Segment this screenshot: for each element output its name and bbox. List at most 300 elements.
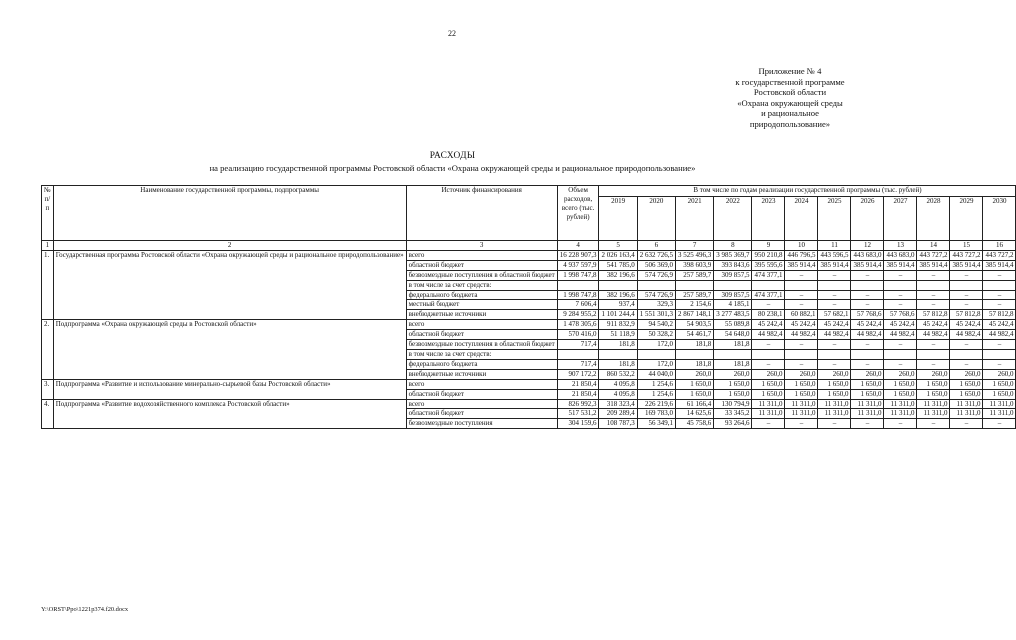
- amount-year: 385 914,4: [917, 260, 950, 270]
- amount-year: 385 914,4: [983, 260, 1016, 270]
- amount-year: 11 311,0: [752, 409, 785, 419]
- amount-year: 260,0: [785, 369, 818, 379]
- funding-source: всего: [406, 399, 557, 409]
- amount-year: 44 040,0: [637, 369, 675, 379]
- amount-year: 4 095,8: [599, 379, 637, 389]
- amount-year: 11 311,0: [818, 409, 851, 419]
- amount-year: 260,0: [917, 369, 950, 379]
- row-number: 3.: [42, 379, 54, 399]
- amount-year: 260,0: [818, 369, 851, 379]
- amount-year: –: [917, 270, 950, 280]
- amount-total: 9 284 955,2: [557, 310, 599, 320]
- amount-year: 443 727,2: [917, 250, 950, 260]
- amount-year: [950, 280, 983, 290]
- amount-year: 54 648,0: [714, 330, 752, 340]
- amount-total: 826 992,3: [557, 399, 599, 409]
- header-year: 2028: [917, 197, 950, 241]
- amount-year: –: [950, 290, 983, 300]
- funding-source: всего: [406, 250, 557, 260]
- amount-year: 54 903,5: [675, 320, 713, 330]
- amount-year: 1 650,0: [675, 379, 713, 389]
- amount-year: –: [917, 300, 950, 310]
- amount-year: 385 914,4: [851, 260, 884, 270]
- amount-year: 443 596,5: [818, 250, 851, 260]
- amount-year: 11 311,0: [818, 399, 851, 409]
- amount-year: 260,0: [983, 369, 1016, 379]
- amount-year: 45 242,4: [851, 320, 884, 330]
- amount-year: –: [851, 290, 884, 300]
- amount-year: 1 650,0: [752, 379, 785, 389]
- amount-year: 443 683,0: [851, 250, 884, 260]
- amount-year: 443 683,0: [884, 250, 917, 260]
- amount-year: [884, 280, 917, 290]
- amount-year: [917, 280, 950, 290]
- amount-year: 385 914,4: [950, 260, 983, 270]
- amount-year: –: [851, 359, 884, 369]
- amount-total: 1 478 305,6: [557, 320, 599, 330]
- amount-year: 11 311,0: [785, 409, 818, 419]
- expenses-table: [41, 185, 1016, 429]
- amount-year: 1 650,0: [983, 389, 1016, 399]
- amount-total: 16 228 907,3: [557, 250, 599, 260]
- amount-year: 474 377,1: [752, 290, 785, 300]
- appendix-line: Приложение № 4: [758, 66, 822, 76]
- column-number: 8: [714, 241, 752, 251]
- amount-year: –: [983, 419, 1016, 429]
- amount-year: –: [950, 300, 983, 310]
- amount-total: 21 850,4: [557, 389, 599, 399]
- amount-year: –: [752, 359, 785, 369]
- header-name: Наименование государственной программы, подпрограммы: [53, 186, 406, 241]
- funding-source: местный бюджет: [406, 300, 557, 310]
- amount-year: 11 311,0: [851, 399, 884, 409]
- amount-year: 11 311,0: [983, 399, 1016, 409]
- amount-year: [950, 349, 983, 359]
- column-number: 12: [851, 241, 884, 251]
- appendix-heading: [690, 66, 890, 130]
- amount-year: –: [818, 270, 851, 280]
- amount-year: 382 196,6: [599, 270, 637, 280]
- column-number: 16: [983, 241, 1016, 251]
- amount-year: 1 650,0: [950, 379, 983, 389]
- amount-year: 1 650,0: [851, 389, 884, 399]
- column-number: 1: [42, 241, 54, 251]
- amount-year: 44 982,4: [950, 330, 983, 340]
- amount-year: 11 311,0: [950, 399, 983, 409]
- column-number: 14: [917, 241, 950, 251]
- amount-year: 395 595,6: [752, 260, 785, 270]
- amount-total: 717,4: [557, 359, 599, 369]
- amount-year: 54 461,7: [675, 330, 713, 340]
- amount-year: 169 783,0: [637, 409, 675, 419]
- amount-total: 7 606,4: [557, 300, 599, 310]
- amount-year: 260,0: [675, 369, 713, 379]
- amount-year: 11 311,0: [785, 399, 818, 409]
- amount-year: 1 650,0: [714, 389, 752, 399]
- amount-year: 309 857,5: [714, 270, 752, 280]
- amount-year: 181,8: [675, 359, 713, 369]
- funding-source: областной бюджет: [406, 260, 557, 270]
- amount-year: 181,8: [675, 340, 713, 350]
- amount-year: –: [752, 419, 785, 429]
- amount-year: 260,0: [714, 369, 752, 379]
- amount-year: 574 726,9: [637, 290, 675, 300]
- amount-year: 44 982,4: [818, 330, 851, 340]
- amount-year: [599, 349, 637, 359]
- amount-year: 11 311,0: [983, 409, 1016, 419]
- amount-year: 93 264,6: [714, 419, 752, 429]
- header-year: 2029: [950, 197, 983, 241]
- amount-year: 45 242,4: [950, 320, 983, 330]
- funding-source: безвозмездные поступления: [406, 419, 557, 429]
- amount-year: 260,0: [884, 369, 917, 379]
- amount-year: –: [983, 270, 1016, 280]
- amount-year: 443 727,2: [983, 250, 1016, 260]
- program-name: Государственная программа Ростовской области «Охрана окружающей среды и рациональное природопользование»: [53, 250, 406, 319]
- amount-year: –: [785, 300, 818, 310]
- program-name: Подпрограмма «Развитие водохозяйственного комплекса Ростовской области»: [53, 399, 406, 429]
- amount-year: –: [818, 290, 851, 300]
- column-number: 11: [818, 241, 851, 251]
- header-year: 2022: [714, 197, 752, 241]
- amount-year: –: [818, 300, 851, 310]
- amount-year: –: [818, 340, 851, 350]
- appendix-line: Ростовской области: [753, 87, 827, 98]
- row-number: 2.: [42, 320, 54, 379]
- amount-year: 1 650,0: [884, 379, 917, 389]
- amount-year: –: [818, 359, 851, 369]
- amount-year: –: [983, 300, 1016, 310]
- document-title: РАСХОДЫ: [429, 151, 476, 161]
- funding-source: областной бюджет: [406, 409, 557, 419]
- header-no: № п/п: [42, 186, 54, 241]
- funding-source: в том числе за счет средств:: [406, 349, 557, 359]
- amount-year: 1 650,0: [983, 379, 1016, 389]
- funding-source: федерального бюджета: [406, 359, 557, 369]
- column-number: 9: [752, 241, 785, 251]
- amount-total: 517 531,2: [557, 409, 599, 419]
- amount-year: 2 154,6: [675, 300, 713, 310]
- table-row: [42, 379, 1016, 389]
- amount-year: 11 311,0: [950, 409, 983, 419]
- amount-year: 398 603,9: [675, 260, 713, 270]
- amount-year: 181,8: [714, 340, 752, 350]
- amount-year: –: [884, 270, 917, 280]
- amount-year: –: [917, 340, 950, 350]
- amount-year: –: [818, 419, 851, 429]
- amount-year: 11 311,0: [917, 399, 950, 409]
- amount-year: –: [983, 359, 1016, 369]
- amount-year: [637, 280, 675, 290]
- funding-source: внебюджетные источники: [406, 369, 557, 379]
- amount-year: 385 914,4: [818, 260, 851, 270]
- column-number: 10: [785, 241, 818, 251]
- amount-year: [714, 349, 752, 359]
- funding-source: безвозмездные поступления в областной бюджет: [406, 340, 557, 350]
- amount-total: 21 850,4: [557, 379, 599, 389]
- amount-year: 181,8: [599, 340, 637, 350]
- amount-year: [917, 349, 950, 359]
- header-year: 2024: [785, 197, 818, 241]
- amount-year: [983, 349, 1016, 359]
- table-row: [42, 250, 1016, 260]
- amount-year: 860 532,2: [599, 369, 637, 379]
- amount-year: 260,0: [851, 369, 884, 379]
- amount-year: 44 982,4: [884, 330, 917, 340]
- column-number: 4: [557, 241, 599, 251]
- amount-year: 1 650,0: [950, 389, 983, 399]
- amount-year: 181,8: [714, 359, 752, 369]
- amount-year: 385 914,4: [785, 260, 818, 270]
- amount-year: 260,0: [752, 369, 785, 379]
- column-number: 7: [675, 241, 713, 251]
- amount-year: 1 650,0: [917, 379, 950, 389]
- header-year: 2025: [818, 197, 851, 241]
- amount-year: –: [950, 419, 983, 429]
- amount-year: [752, 349, 785, 359]
- amount-year: 382 196,6: [599, 290, 637, 300]
- header-source: Источник финансирования: [406, 186, 557, 241]
- amount-year: –: [950, 340, 983, 350]
- amount-year: 130 794,9: [714, 399, 752, 409]
- amount-year: 50 328,2: [637, 330, 675, 340]
- amount-year: 443 727,2: [950, 250, 983, 260]
- amount-year: 61 166,4: [675, 399, 713, 409]
- amount-year: 937,4: [599, 300, 637, 310]
- amount-year: [851, 349, 884, 359]
- amount-year: 318 323,4: [599, 399, 637, 409]
- amount-year: 1 650,0: [714, 379, 752, 389]
- amount-year: [818, 280, 851, 290]
- amount-year: 57 768,6: [884, 310, 917, 320]
- amount-year: 385 914,4: [884, 260, 917, 270]
- amount-year: –: [785, 359, 818, 369]
- appendix-line: к государственной программе: [735, 76, 845, 87]
- amount-year: 1 650,0: [675, 389, 713, 399]
- appendix-line: и рациональное: [761, 108, 819, 119]
- funding-source: областной бюджет: [406, 330, 557, 340]
- amount-year: [752, 280, 785, 290]
- amount-year: –: [851, 270, 884, 280]
- amount-year: 11 311,0: [884, 399, 917, 409]
- amount-year: –: [884, 290, 917, 300]
- appendix-line: «Охрана окружающей среды: [737, 97, 843, 108]
- amount-year: 1 551 301,3: [637, 310, 675, 320]
- amount-year: [785, 280, 818, 290]
- amount-year: 11 311,0: [884, 409, 917, 419]
- column-number: 15: [950, 241, 983, 251]
- amount-total: 304 159,6: [557, 419, 599, 429]
- amount-year: –: [752, 300, 785, 310]
- amount-year: 3 985 369,7: [714, 250, 752, 260]
- file-path-footer: Y:\ORST\Ppo\1221p374.f20.docx: [41, 606, 129, 613]
- amount-year: 55 089,8: [714, 320, 752, 330]
- amount-total: [557, 349, 599, 359]
- amount-year: 172,0: [637, 359, 675, 369]
- amount-total: 570 416,0: [557, 330, 599, 340]
- amount-year: 257 589,7: [675, 270, 713, 280]
- amount-year: 44 982,4: [752, 330, 785, 340]
- amount-year: 44 982,4: [851, 330, 884, 340]
- amount-year: 911 832,9: [599, 320, 637, 330]
- amount-year: [714, 280, 752, 290]
- amount-year: 1 254,6: [637, 389, 675, 399]
- amount-year: 45 242,4: [785, 320, 818, 330]
- amount-year: 45 242,4: [884, 320, 917, 330]
- amount-year: 14 625,6: [675, 409, 713, 419]
- amount-year: 574 726,9: [637, 270, 675, 280]
- amount-year: –: [917, 419, 950, 429]
- amount-year: 60 882,1: [785, 310, 818, 320]
- amount-year: 309 857,5: [714, 290, 752, 300]
- amount-total: [557, 280, 599, 290]
- amount-year: –: [983, 340, 1016, 350]
- amount-year: 3 525 496,3: [675, 250, 713, 260]
- amount-year: 11 311,0: [752, 399, 785, 409]
- program-name: Подпрограмма «Охрана окружающей среды в Ростовской области»: [53, 320, 406, 379]
- column-number: 13: [884, 241, 917, 251]
- amount-year: 1 650,0: [884, 389, 917, 399]
- amount-year: 57 768,6: [851, 310, 884, 320]
- amount-year: –: [851, 419, 884, 429]
- amount-year: –: [917, 290, 950, 300]
- amount-year: 4 185,1: [714, 300, 752, 310]
- amount-year: –: [884, 340, 917, 350]
- funding-source: безвозмездные поступления в областной бюджет: [406, 270, 557, 280]
- amount-year: 45 242,4: [983, 320, 1016, 330]
- amount-year: –: [752, 340, 785, 350]
- amount-year: [983, 280, 1016, 290]
- amount-year: [675, 280, 713, 290]
- amount-year: –: [785, 340, 818, 350]
- amount-year: –: [851, 340, 884, 350]
- amount-year: 1 254,6: [637, 379, 675, 389]
- header-year: 2021: [675, 197, 713, 241]
- amount-year: 3 277 483,5: [714, 310, 752, 320]
- header-total: Объем расходов, всего (тыс. рублей): [557, 186, 599, 241]
- amount-year: –: [785, 419, 818, 429]
- page-number: 22: [448, 29, 456, 38]
- amount-year: –: [785, 270, 818, 280]
- amount-total: 907 172,2: [557, 369, 599, 379]
- funding-source: всего: [406, 320, 557, 330]
- header-year: 2023: [752, 197, 785, 241]
- header-year: 2030: [983, 197, 1016, 241]
- column-number: 2: [53, 241, 406, 251]
- amount-year: 2 632 726,5: [637, 250, 675, 260]
- funding-source: в том числе за счет средств:: [406, 280, 557, 290]
- document-subtitle: на реализацию государственной программы Ростовской области «Охрана окружающей среды и рациональное природопользование»: [209, 163, 696, 173]
- funding-source: всего: [406, 379, 557, 389]
- header-year: 2027: [884, 197, 917, 241]
- amount-year: [675, 349, 713, 359]
- amount-year: 181,8: [599, 359, 637, 369]
- amount-year: [637, 349, 675, 359]
- funding-source: федерального бюджета: [406, 290, 557, 300]
- amount-total: 1 998 747,8: [557, 290, 599, 300]
- table-row: [42, 320, 1016, 330]
- amount-year: 94 540,2: [637, 320, 675, 330]
- amount-year: 393 843,6: [714, 260, 752, 270]
- amount-year: [851, 280, 884, 290]
- amount-year: 226 219,6: [637, 399, 675, 409]
- amount-year: –: [950, 270, 983, 280]
- header-years-group: В том числе по годам реализации государственной программы (тыс. рублей): [599, 186, 1016, 197]
- amount-year: 51 118,9: [599, 330, 637, 340]
- amount-year: 45 242,4: [818, 320, 851, 330]
- amount-year: [818, 349, 851, 359]
- column-number: 3: [406, 241, 557, 251]
- amount-year: 57 812,8: [983, 310, 1016, 320]
- amount-year: –: [785, 290, 818, 300]
- amount-total: 717,4: [557, 340, 599, 350]
- column-number: 6: [637, 241, 675, 251]
- amount-year: 44 982,4: [785, 330, 818, 340]
- amount-year: 1 650,0: [785, 389, 818, 399]
- amount-year: –: [884, 359, 917, 369]
- funding-source: внебюджетные источники: [406, 310, 557, 320]
- amount-year: 474 377,1: [752, 270, 785, 280]
- row-number: 1.: [42, 250, 54, 319]
- amount-year: 11 311,0: [917, 409, 950, 419]
- amount-year: [884, 349, 917, 359]
- header-year: 2026: [851, 197, 884, 241]
- amount-year: 57 812,8: [917, 310, 950, 320]
- amount-year: 2 867 148,1: [675, 310, 713, 320]
- program-name: Подпрограмма «Развитие и использование минерально-сырьевой базы Ростовской области»: [53, 379, 406, 399]
- amount-year: 11 311,0: [851, 409, 884, 419]
- amount-year: 57 682,1: [818, 310, 851, 320]
- amount-year: 1 101 244,4: [599, 310, 637, 320]
- amount-year: 4 095,8: [599, 389, 637, 399]
- amount-year: –: [983, 290, 1016, 300]
- amount-year: 260,0: [950, 369, 983, 379]
- amount-year: 44 982,4: [983, 330, 1016, 340]
- amount-year: –: [884, 300, 917, 310]
- amount-year: –: [917, 359, 950, 369]
- amount-year: 172,0: [637, 340, 675, 350]
- amount-year: –: [950, 359, 983, 369]
- amount-year: 80 238,1: [752, 310, 785, 320]
- column-number: 5: [599, 241, 637, 251]
- amount-year: 506 369,0: [637, 260, 675, 270]
- amount-year: 1 650,0: [917, 389, 950, 399]
- amount-year: 446 796,5: [785, 250, 818, 260]
- amount-year: 108 787,3: [599, 419, 637, 429]
- amount-year: –: [851, 300, 884, 310]
- amount-year: 950 210,8: [752, 250, 785, 260]
- amount-year: 329,3: [637, 300, 675, 310]
- amount-year: [599, 280, 637, 290]
- amount-total: 1 998 747,8: [557, 270, 599, 280]
- amount-year: 56 349,1: [637, 419, 675, 429]
- amount-year: 2 026 163,4: [599, 250, 637, 260]
- funding-source: областной бюджет: [406, 389, 557, 399]
- amount-year: 1 650,0: [818, 379, 851, 389]
- amount-year: 45 758,6: [675, 419, 713, 429]
- amount-year: 257 589,7: [675, 290, 713, 300]
- amount-year: 1 650,0: [785, 379, 818, 389]
- amount-year: 1 650,0: [851, 379, 884, 389]
- amount-total: 4 937 597,9: [557, 260, 599, 270]
- header-year: 2020: [637, 197, 675, 241]
- amount-year: 44 982,4: [917, 330, 950, 340]
- row-number: 4.: [42, 399, 54, 429]
- amount-year: 1 650,0: [818, 389, 851, 399]
- amount-year: 33 345,2: [714, 409, 752, 419]
- amount-year: 45 242,4: [752, 320, 785, 330]
- header-year: 2019: [599, 197, 637, 241]
